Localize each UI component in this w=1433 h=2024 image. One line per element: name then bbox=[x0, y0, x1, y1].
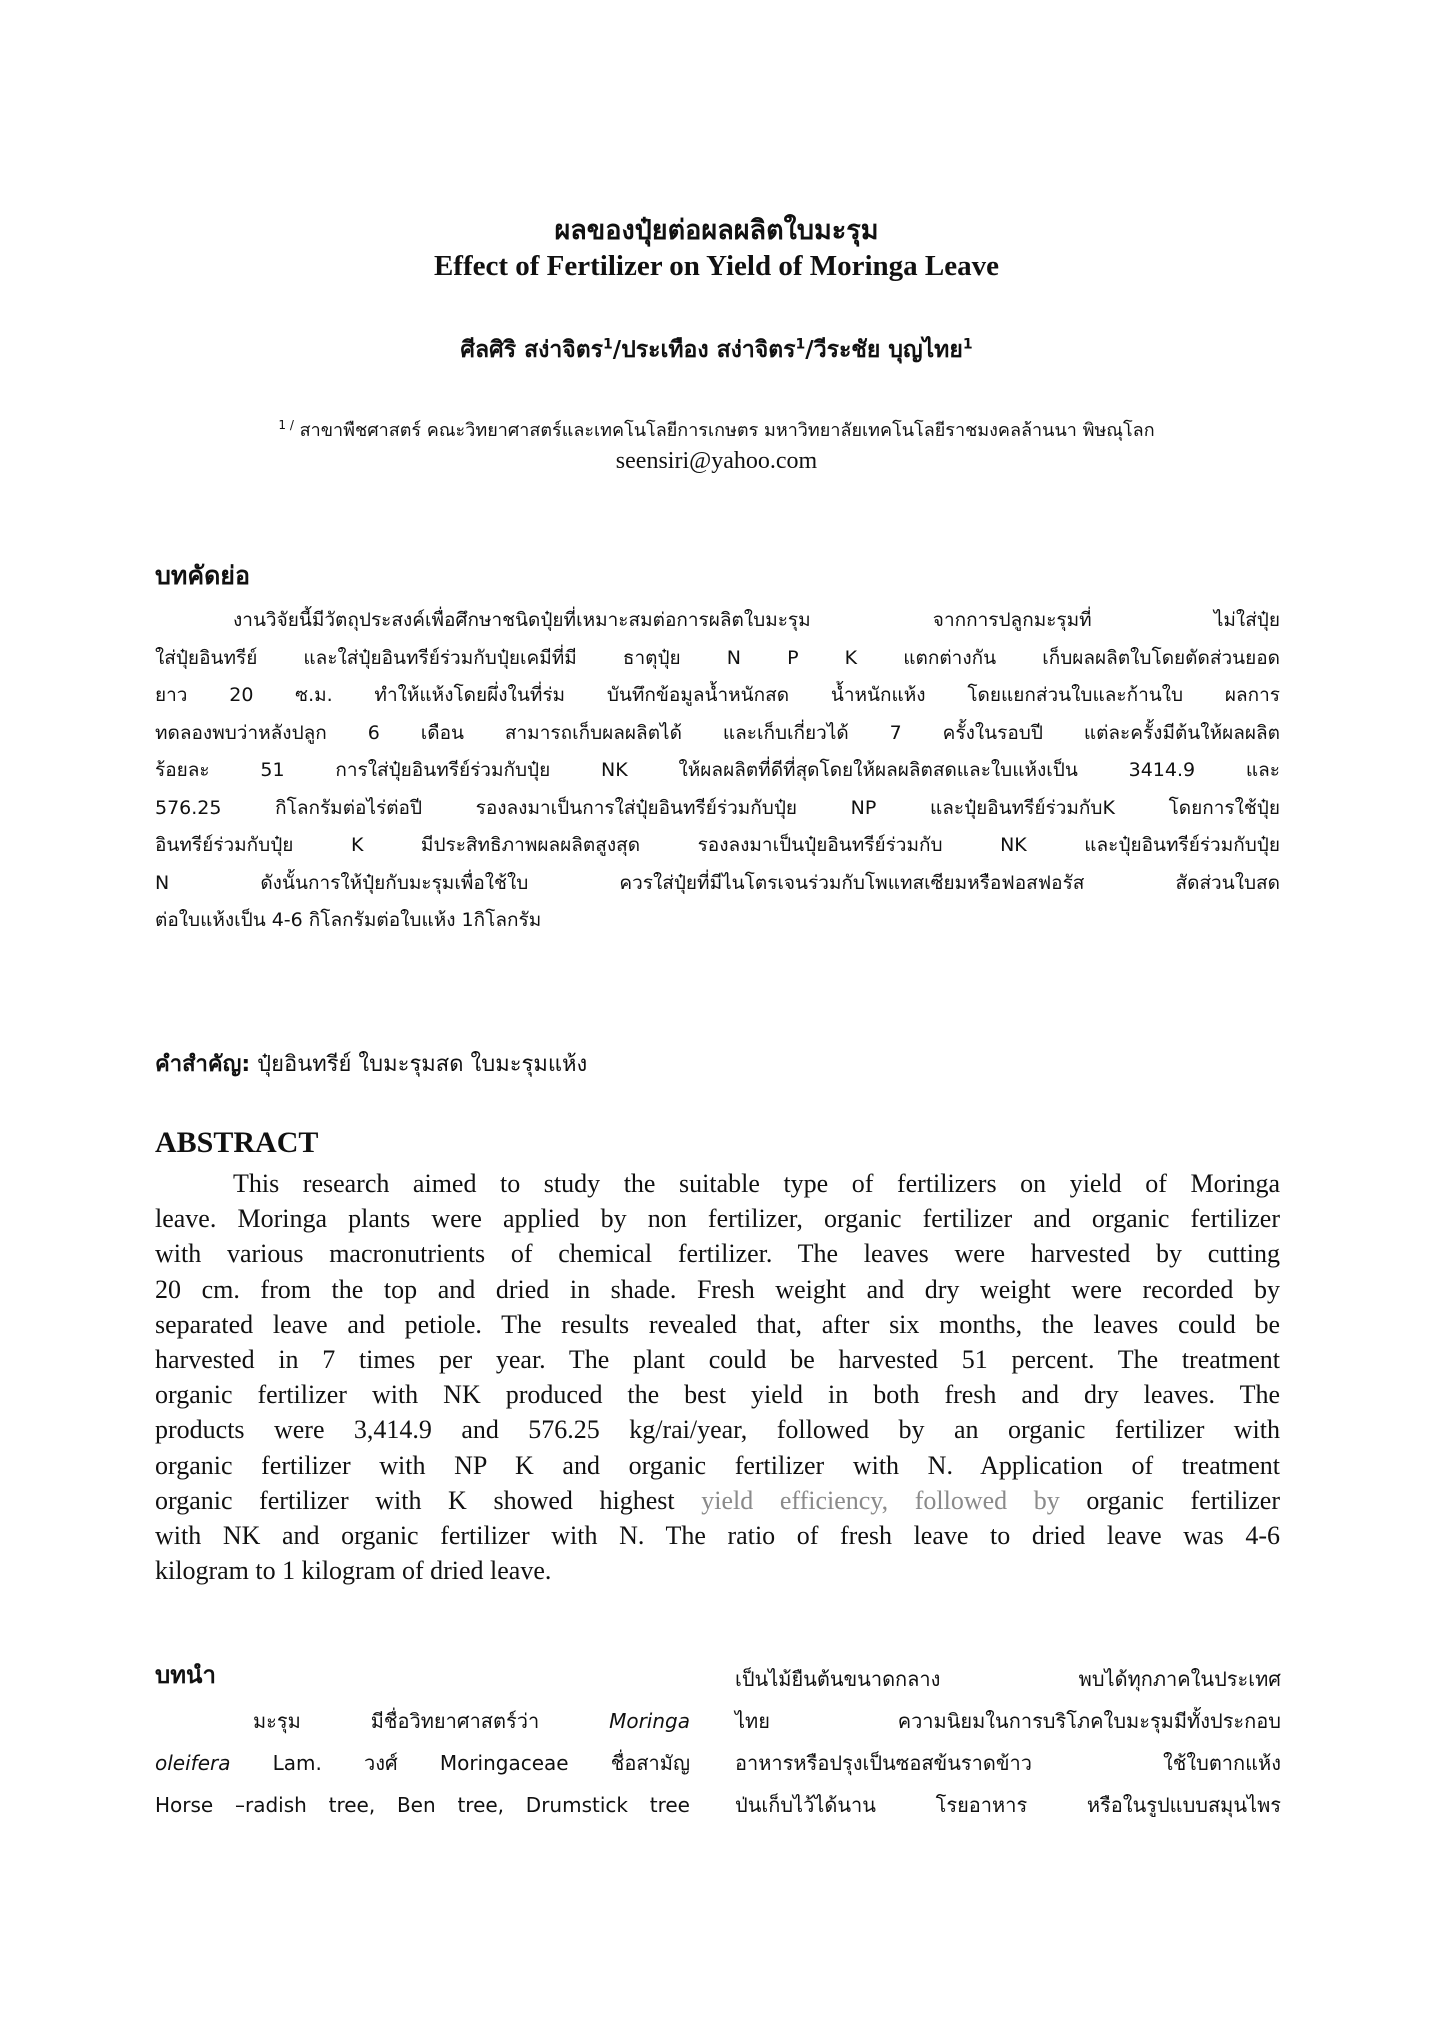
introduction-right-column bbox=[735, 1658, 1281, 1826]
abstract-english-line: products were 3,414.9 and 576.25 kg/rai/year, followed by an organic fertilizer with bbox=[155, 1415, 1280, 1445]
abstract-thai-line: ใส่ปุ๋ยอินทรีย์ และใส่ปุ๋ยอินทรีย์ร่วมกับปุ๋ยเคมีที่มี ธาตุปุ๋ย N P K แตกต่างกัน เก็บผลผลิตใบโดยตัดส่วนยอด bbox=[155, 646, 1280, 669]
abstract-thai-line: ทดลองพบว่าหลังปลูก 6 เดือน สามารถเก็บผลผลิตได้ และเก็บเกี่ยวได้ 7 ครั้งในรอบปี แต่ละครั้งมีต้นให้ผลผลิต bbox=[155, 721, 1280, 744]
highlighted-phrase: yield efficiency, followed by bbox=[701, 1485, 1060, 1515]
abstract-english-line: organic fertilizer with NK produced the best yield in both fresh and dry leaves. The bbox=[155, 1380, 1280, 1410]
author-email: seensiri@yahoo.com bbox=[615, 448, 818, 474]
intro-line: ป่นเก็บไว้ได้นาน โรยอาหาร หรือในรูปแบบสมุนไพร bbox=[735, 1793, 1281, 1817]
abstract-thai-line: N ดังนั้นการให้ปุ๋ยกับมะรุมเพื่อใช้ใบ ควรใส่ปุ๋ยที่มีไนโตรเจนร่วมกับโพแทสเซียมหรือฟอสฟอรัส สัดส่วนใบสด bbox=[155, 871, 1280, 894]
affiliation-mark: 1 / bbox=[278, 418, 294, 432]
introduction-left-column bbox=[155, 1700, 690, 1826]
abstract-thai-body bbox=[155, 602, 1280, 940]
intro-line: มะรุม มีชื่อวิทยาศาสตร์ว่า Moringa bbox=[253, 1709, 690, 1733]
author-name: วีระชัย บุญไทย bbox=[813, 337, 963, 363]
intro-line: Horse –radish tree, Ben tree, Drumstick tree bbox=[155, 1793, 690, 1817]
author-affil-mark: 1 bbox=[603, 336, 613, 353]
keywords-text: ปุ๋ยอินทรีย์ ใบมะรุมสด ใบมะรุมแห้ง bbox=[257, 1052, 588, 1077]
abstract-thai-line: ร้อยละ 51 การใส่ปุ๋ยอินทรีย์ร่วมกับปุ๋ย NK ให้ผลผลิตที่ดีที่สุดโดยให้ผลผลิตสดและใบแห้งเป็น 3414.9 และ bbox=[155, 759, 1280, 781]
keywords-label: คำสำคัญ: bbox=[155, 1052, 251, 1077]
abstract-english-body bbox=[155, 1166, 1280, 1588]
affiliation-text: สาขาพืชศาสตร์ คณะวิทยาศาสตร์และเทคโนโลยีการเกษตร มหาวิทยาลัยเทคโนโลยีราชมงคลล้านนา พิษณุโลก bbox=[299, 420, 1155, 441]
author-affil-mark: 1 bbox=[962, 336, 973, 353]
abstract-english-line: 20 cm. from the top and dried in shade. Fresh weight and dry weight were recorded by bbox=[155, 1274, 1280, 1304]
intro-line: เป็นไม้ยืนต้นขนาดกลาง พบได้ทุกภาคในประเทศ bbox=[735, 1667, 1281, 1691]
abstract-english-line: leave. Moringa plants were applied by non fertilizer, organic fertilizer and organic fertilizer bbox=[155, 1204, 1280, 1234]
introduction-heading: บทนำ bbox=[155, 1661, 216, 1689]
abstract-thai-line: ยาว 20 ซ.ม. ทำให้แห้งโดยผึ่งในที่ร่ม บันทึกข้อมูลน้ำหนักสด น้ำหนักแห้ง โดยแยกส่วนใบและก้านใบ ผลการ bbox=[155, 684, 1280, 706]
abstract-english-line: separated leave and petiole. The results revealed that, after six months, the leaves could be bbox=[155, 1309, 1280, 1339]
abstract-english-line: harvested in 7 times per year. The plant could be harvested 51 percent. The treatment bbox=[155, 1345, 1280, 1375]
abstract-english-line: organic fertilizer with NP K and organic fertilizer with N. Application of treatment bbox=[155, 1450, 1280, 1480]
intro-line: อาหารหรือปรุงเป็นซอสข้นราดข้าว ใช้ใบตากแห้ง bbox=[735, 1751, 1281, 1775]
title-english: Effect of Fertilizer on Yield of Moringa Leave bbox=[433, 250, 1000, 282]
abstract-english-line: with NK and organic fertilizer with N. The ratio of fresh leave to dried leave was 4-6 bbox=[155, 1521, 1280, 1551]
author-affil-mark: 1 bbox=[795, 336, 806, 353]
intro-line: ไทย ความนิยมในการบริโภคใบมะรุมมีทั้งประกอบ bbox=[735, 1709, 1281, 1733]
keywords bbox=[155, 1046, 587, 1081]
abstract-thai-line: งานวิจัยนี้มีวัตถุประสงค์เพื่อศึกษาชนิดปุ๋ยที่เหมาะสมต่อการผลิตใบมะรุม จากการปลูกมะรุมที่ ไม่ใส่ปุ๋ย bbox=[233, 609, 1280, 631]
title-thai: ผลของปุ๋ยต่อผลผลิตใบมะรุม bbox=[554, 215, 879, 246]
abstract-english-heading: ABSTRACT bbox=[155, 1126, 319, 1159]
abstract-english-line: This research aimed to study the suitable type of fertilizers on yield of Moringa bbox=[233, 1169, 1280, 1198]
author-name: ศีลศิริ สง่าจิตร bbox=[460, 337, 604, 363]
intro-line: oleifera Lam. วงศ์ Moringaceae ชื่อสามัญ bbox=[155, 1751, 690, 1775]
abstract-thai-line: อินทรีย์ร่วมกับปุ๋ย K มีประสิทธิภาพผลผลิตสูงสุด รองลงมาเป็นปุ๋ยอินทรีย์ร่วมกับ NK และปุ๋ยอินทรีย์ร่วมกับปุ๋ย bbox=[155, 834, 1280, 856]
affiliation bbox=[0, 415, 1433, 444]
abstract-english-line: with various macronutrients of chemical fertilizer. The leaves were harvested by cutting bbox=[155, 1239, 1280, 1269]
abstract-thai-line: ต่อใบแห้งเป็น 4-6 กิโลกรัมต่อใบแห้ง 1กิโลกรัม bbox=[155, 909, 542, 931]
author-list: ศีลศิริ สง่าจิตร$^1$/ประเทือง สง่าจิตร$^1$/วีระชัย บุญไทย$^1$ bbox=[460, 336, 973, 363]
abstract-thai-heading: บทคัดย่อ bbox=[155, 561, 250, 590]
abstract-thai-line: 576.25 กิโลกรัมต่อไร่ต่อปี รองลงมาเป็นการใส่ปุ๋ยอินทรีย์ร่วมกับปุ๋ย NP และปุ๋ยอินทรีย์ร่วมกับK โดยการใช้ปุ๋ย bbox=[155, 796, 1280, 819]
abstract-english-line: organic fertilizer with K showed highest yield efficiency, followed by organic fertilizer bbox=[155, 1485, 1280, 1515]
abstract-english-line: kilogram to 1 kilogram of dried leave. bbox=[155, 1556, 552, 1586]
author-name: ประเทือง สง่าจิตร bbox=[621, 337, 796, 363]
